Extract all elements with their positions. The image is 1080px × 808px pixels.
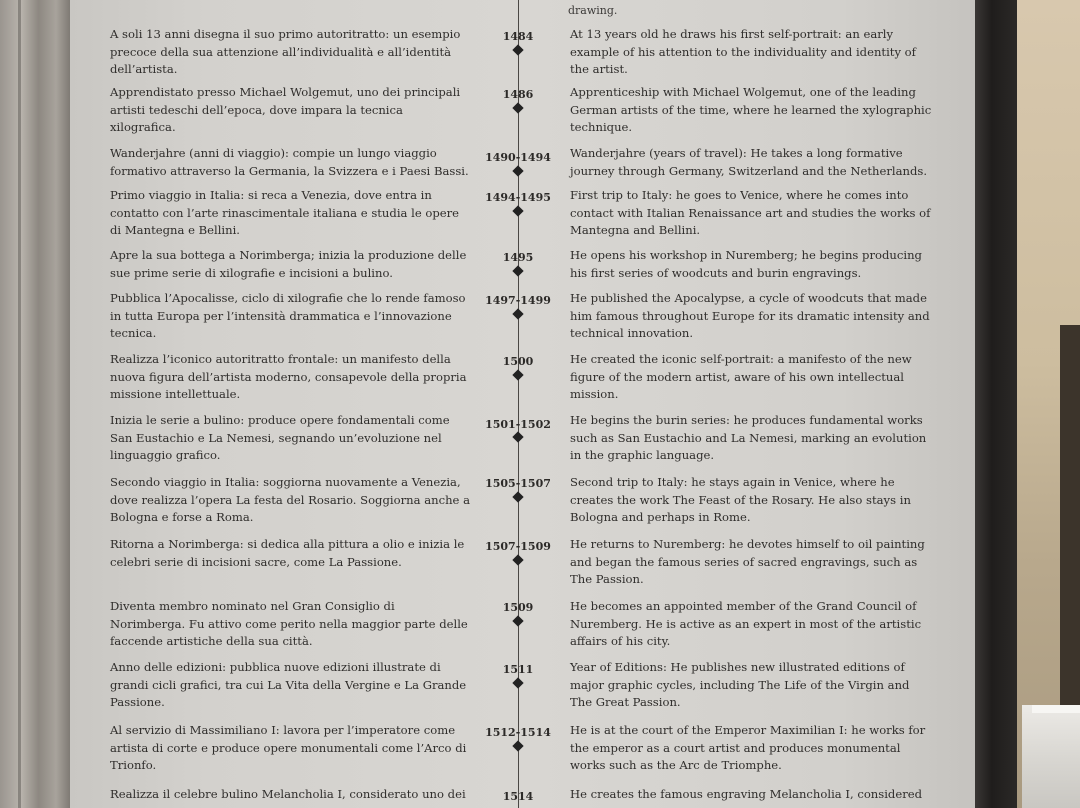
year-label: 1486 — [502, 88, 534, 101]
year-label: 1495 — [502, 251, 534, 264]
italian-text: Al servizio di Massimiliano I: lavora per l’imperatore come artista di corte e produce opere monumentali come l’Arco di Trionfo. — [110, 723, 467, 772]
english-text: He is at the court of the Emperor Maximilian I: he works for the emperor as a court artist and produces monumental works such as the Arc de Triomphe. — [570, 723, 926, 772]
year-label: 1497-1499 — [485, 294, 551, 307]
timeline-panel — [70, 0, 975, 808]
italian-text: Ritorna a Norimberga: si dedica alla pittura a olio e inizia le celebri serie di incisioni sacre, come La Passione. — [110, 537, 465, 569]
timeline-marker — [512, 369, 523, 380]
english-text: He becomes an appointed member of the Grand Council of Nuremberg. He is active as an expert in most of the artistic affairs of his city. — [570, 599, 922, 648]
english-text: First trip to Italy: he goes to Venice, where he comes into contact with Italian Renaissance art and studies the works of Mantegna and Bellini. — [570, 188, 931, 237]
italian-text: Inizia le serie a bulino: produce opere fondamentali come San Eustachio e La Nemesi, segnando un’evoluzione nel linguaggio grafico. — [110, 413, 450, 462]
year-label: 1514 — [502, 790, 534, 803]
timeline-marker — [512, 308, 523, 319]
italian-text: Pubblica l’Apocalisse, ciclo di xilografie che lo rende famoso in tutta Europa per l’intensità drammatica e l’innovazione tecnica. — [110, 291, 466, 340]
english-text: Apprenticeship with Michael Wolgemut, one of the leading German artists of the time, where he learned the xylographic technique. — [570, 85, 932, 134]
timeline-marker — [512, 205, 523, 216]
italian-text: Diventa membro nominato nel Gran Consiglio di Norimberga. Fu attivo come perito nella maggior parte delle faccende artistiche della sua città. — [110, 599, 468, 648]
italian-text: Primo viaggio in Italia: si reca a Venezia, dove entra in contatto con l’arte rinascimentale italiana e studia le opere di Mantegna e Bellini. — [110, 188, 460, 237]
english-text: He returns to Nuremberg: he devotes himself to oil painting and began the famous series of sacred engravings, such as The Passion. — [570, 537, 925, 586]
english-text: He creates the famous engraving Melancholia I, considered — [570, 787, 923, 801]
timeline-marker — [512, 44, 523, 55]
timeline-marker — [512, 491, 523, 502]
english-text: At 13 years old he draws his first self-portrait: an early example of his attention to the individuality and identity of the artist. — [570, 27, 916, 76]
year-label: 1484 — [502, 30, 534, 43]
timeline-marker — [512, 102, 523, 113]
year-label: 1494-1495 — [485, 191, 551, 204]
year-label: 1507-1509 — [485, 540, 551, 553]
italian-text: Secondo viaggio in Italia: soggiorna nuovamente a Venezia, dove realizza l’opera La festa del Rosario. Soggiorna anche a Bologna e forse a Roma. — [110, 475, 470, 524]
timeline-marker — [512, 740, 523, 751]
italian-text: Realizza il celebre bulino Melancholia I, considerato uno dei — [110, 787, 466, 801]
timeline-marker — [512, 677, 523, 688]
italian-text: A soli 13 anni disegna il suo primo autoritratto: un esempio precoce della sua attenzione all’individualità e all’identità dell’artista. — [110, 27, 461, 76]
year-label: 1505-1507 — [485, 477, 551, 490]
timeline-marker — [512, 554, 523, 565]
italian-text: Apprendistato presso Michael Wolgemut, uno dei principali artisti tedeschi dell’epoca, dove impara la tecnica xilografica. — [110, 85, 461, 134]
year-label: 1500 — [502, 355, 534, 368]
year-label: 1512-1514 — [485, 726, 551, 739]
doorway-shadow — [1060, 325, 1080, 705]
italian-text: Wanderjahre (anni di viaggio): compie un lungo viaggio formativo attraverso la Germania, la Svizzera e i Paesi Bassi. — [110, 146, 469, 178]
year-label: 1501-1502 — [485, 418, 551, 431]
english-text: Wanderjahre (years of travel): He takes a long formative journey through Germany, Switzerland and the Netherlands. — [570, 146, 928, 178]
year-label: 1509 — [502, 601, 534, 614]
year-label: 1511 — [502, 663, 534, 676]
year-label: 1490-1494 — [485, 151, 551, 164]
top-fragment-text: drawing. — [568, 4, 618, 17]
stone-wall-left — [0, 0, 70, 808]
italian-text: Realizza l’iconico autoritratto frontale: un manifesto della nuova figura dell’artista moderno, consapevole della propria missione intellettuale. — [110, 352, 467, 401]
english-text: He published the Apocalypse, a cycle of woodcuts that made him famous throughout Europe for its dramatic intensity and technical innovation. — [570, 291, 930, 340]
timeline-marker — [512, 265, 523, 276]
italian-text: Apre la sua bottega a Norimberga; inizia la produzione delle sue prime serie di xilografie e incisioni a bulino. — [110, 248, 467, 280]
english-text: He opens his workshop in Nuremberg; he begins producing his first series of woodcuts and burin engravings. — [570, 248, 922, 280]
panel-frame-edge — [975, 0, 1017, 808]
paper-stack — [1022, 705, 1080, 808]
timeline-marker — [512, 431, 523, 442]
english-text: He begins the burin series: he produces fundamental works such as San Eustachio and La Nemesi, marking an evolution in the graphic language. — [570, 413, 927, 462]
english-text: He created the iconic self-portrait: a manifesto of the new figure of the modern artist, aware of his own intellectual mission. — [570, 352, 912, 401]
italian-text: Anno delle edizioni: pubblica nuove edizioni illustrate di grandi cicli grafici, tra cui La Vita della Vergine e La Grande Passione. — [110, 660, 467, 709]
english-text: Second trip to Italy: he stays again in Venice, where he creates the work The Feast of the Rosary. He also stays in Bologna and perhaps in Rome. — [570, 475, 911, 524]
timeline-marker — [512, 165, 523, 176]
timeline-marker — [512, 615, 523, 626]
english-text: Year of Editions: He publishes new illustrated editions of major graphic cycles, including The Life of the Virgin and The Great Passion. — [570, 660, 910, 709]
